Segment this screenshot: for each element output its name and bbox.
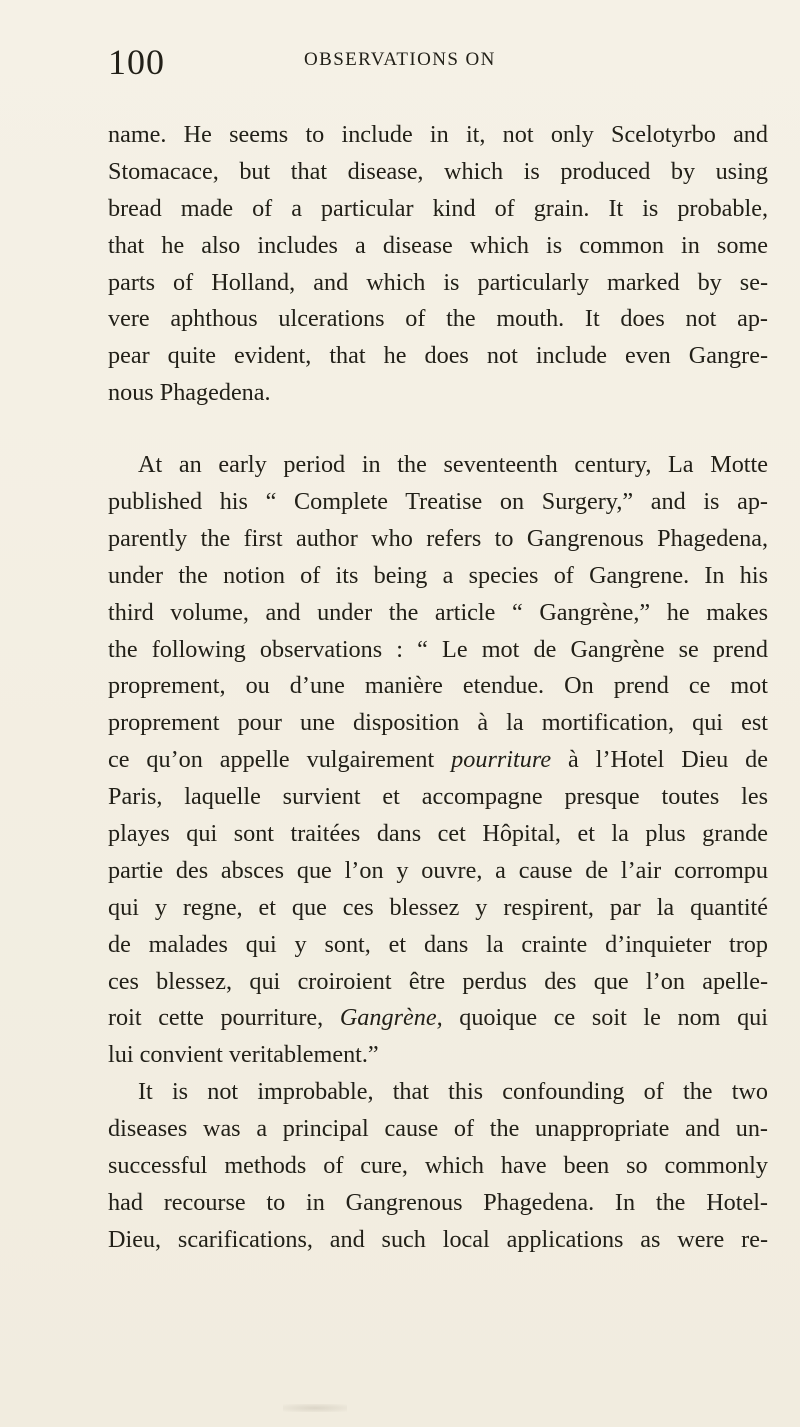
text-line: successful methods of cure, which have been so commonly [108,1152,768,1180]
paragraph-1 [108,117,768,412]
text-line: Paris, laquelle survient et accompagne presque toutes les [108,783,768,811]
text-segment: ce qu’on appelle vulgairement [108,746,452,774]
page-number: 100 [108,42,165,82]
page-smudge [283,1404,347,1412]
text-line: playes qui sont traitées dans cet Hôpital, et la plus grande [108,820,768,848]
text-line: third volume, and under the article “ Gangrène,” he makes [108,598,768,626]
text-line: had recourse to in Gangrenous Phagedena. In the Hotel- [108,1188,768,1216]
text-segment: à l’Hotel Dieu de [551,746,768,774]
text-segment: quoique ce soit le nom qui [442,1004,768,1032]
paragraph-3 [108,1074,768,1258]
text-line: under the notion of its being a species of Gangrene. In his [108,561,768,589]
text-line: parts of Holland, and which is particularly marked by se- [108,268,768,296]
paragraph-2 [108,447,768,1074]
text-line-mixed [108,742,768,779]
text-line: Dieu, scarifications, and such local applications as were re- [108,1225,768,1253]
body-text [108,117,768,1259]
text-line: proprement, ou d’une manière etendue. On prend ce mot [108,672,768,700]
text-line: diseases was a principal cause of the unappropriate and un- [108,1115,768,1143]
text-line: name. He seems to include in it, not only Scelotyrbo and [108,121,768,148]
italic-word: pourriture [451,746,552,774]
text-line: vere aphthous ulcerations of the mouth. It does not ap- [108,305,768,333]
text-line: proprement pour une disposition à la mortification, qui est [108,709,768,737]
text-line: bread made of a particular kind of grain. It is probable, [108,194,768,222]
running-title: OBSERVATIONS ON [304,49,496,70]
running-head [108,42,748,90]
text-line: parently the first author who refers to Gangrenous Phagedena, [108,524,768,552]
text-line: It is not improbable, that this confounding of the two [138,1078,768,1106]
text-line: qui y regne, et que ces blessez y respirent, par la quantité [108,893,768,921]
italic-word: Gangrène, [339,1004,443,1032]
text-line: At an early period in the seventeenth century, La Motte [138,451,768,479]
text-line: de malades qui y sont, et dans la crainte d’inquieter trop [108,930,768,958]
text-line: ces blessez, qui croiroient être perdus des que l’on apelle- [108,967,768,995]
text-line: published his “ Complete Treatise on Surgery,” and is ap- [108,488,768,516]
text-line: that he also includes a disease which is common in some [108,231,768,259]
text-line-mixed [108,1000,768,1037]
text-segment: roit cette pourriture, [108,1004,340,1032]
text-line: the following observations : “ Le mot de Gangrène se prend [108,635,768,663]
text-line: partie des absces que l’on y ouvre, a cause de l’air corrompu [108,856,768,884]
text-line: pear quite evident, that he does not include even Gangre- [108,342,768,370]
text-line: Stomacace, but that disease, which is produced by using [108,157,768,185]
text-line: nous Phagedena. [108,379,271,407]
text-line: lui convient veritablement.” [108,1041,379,1069]
